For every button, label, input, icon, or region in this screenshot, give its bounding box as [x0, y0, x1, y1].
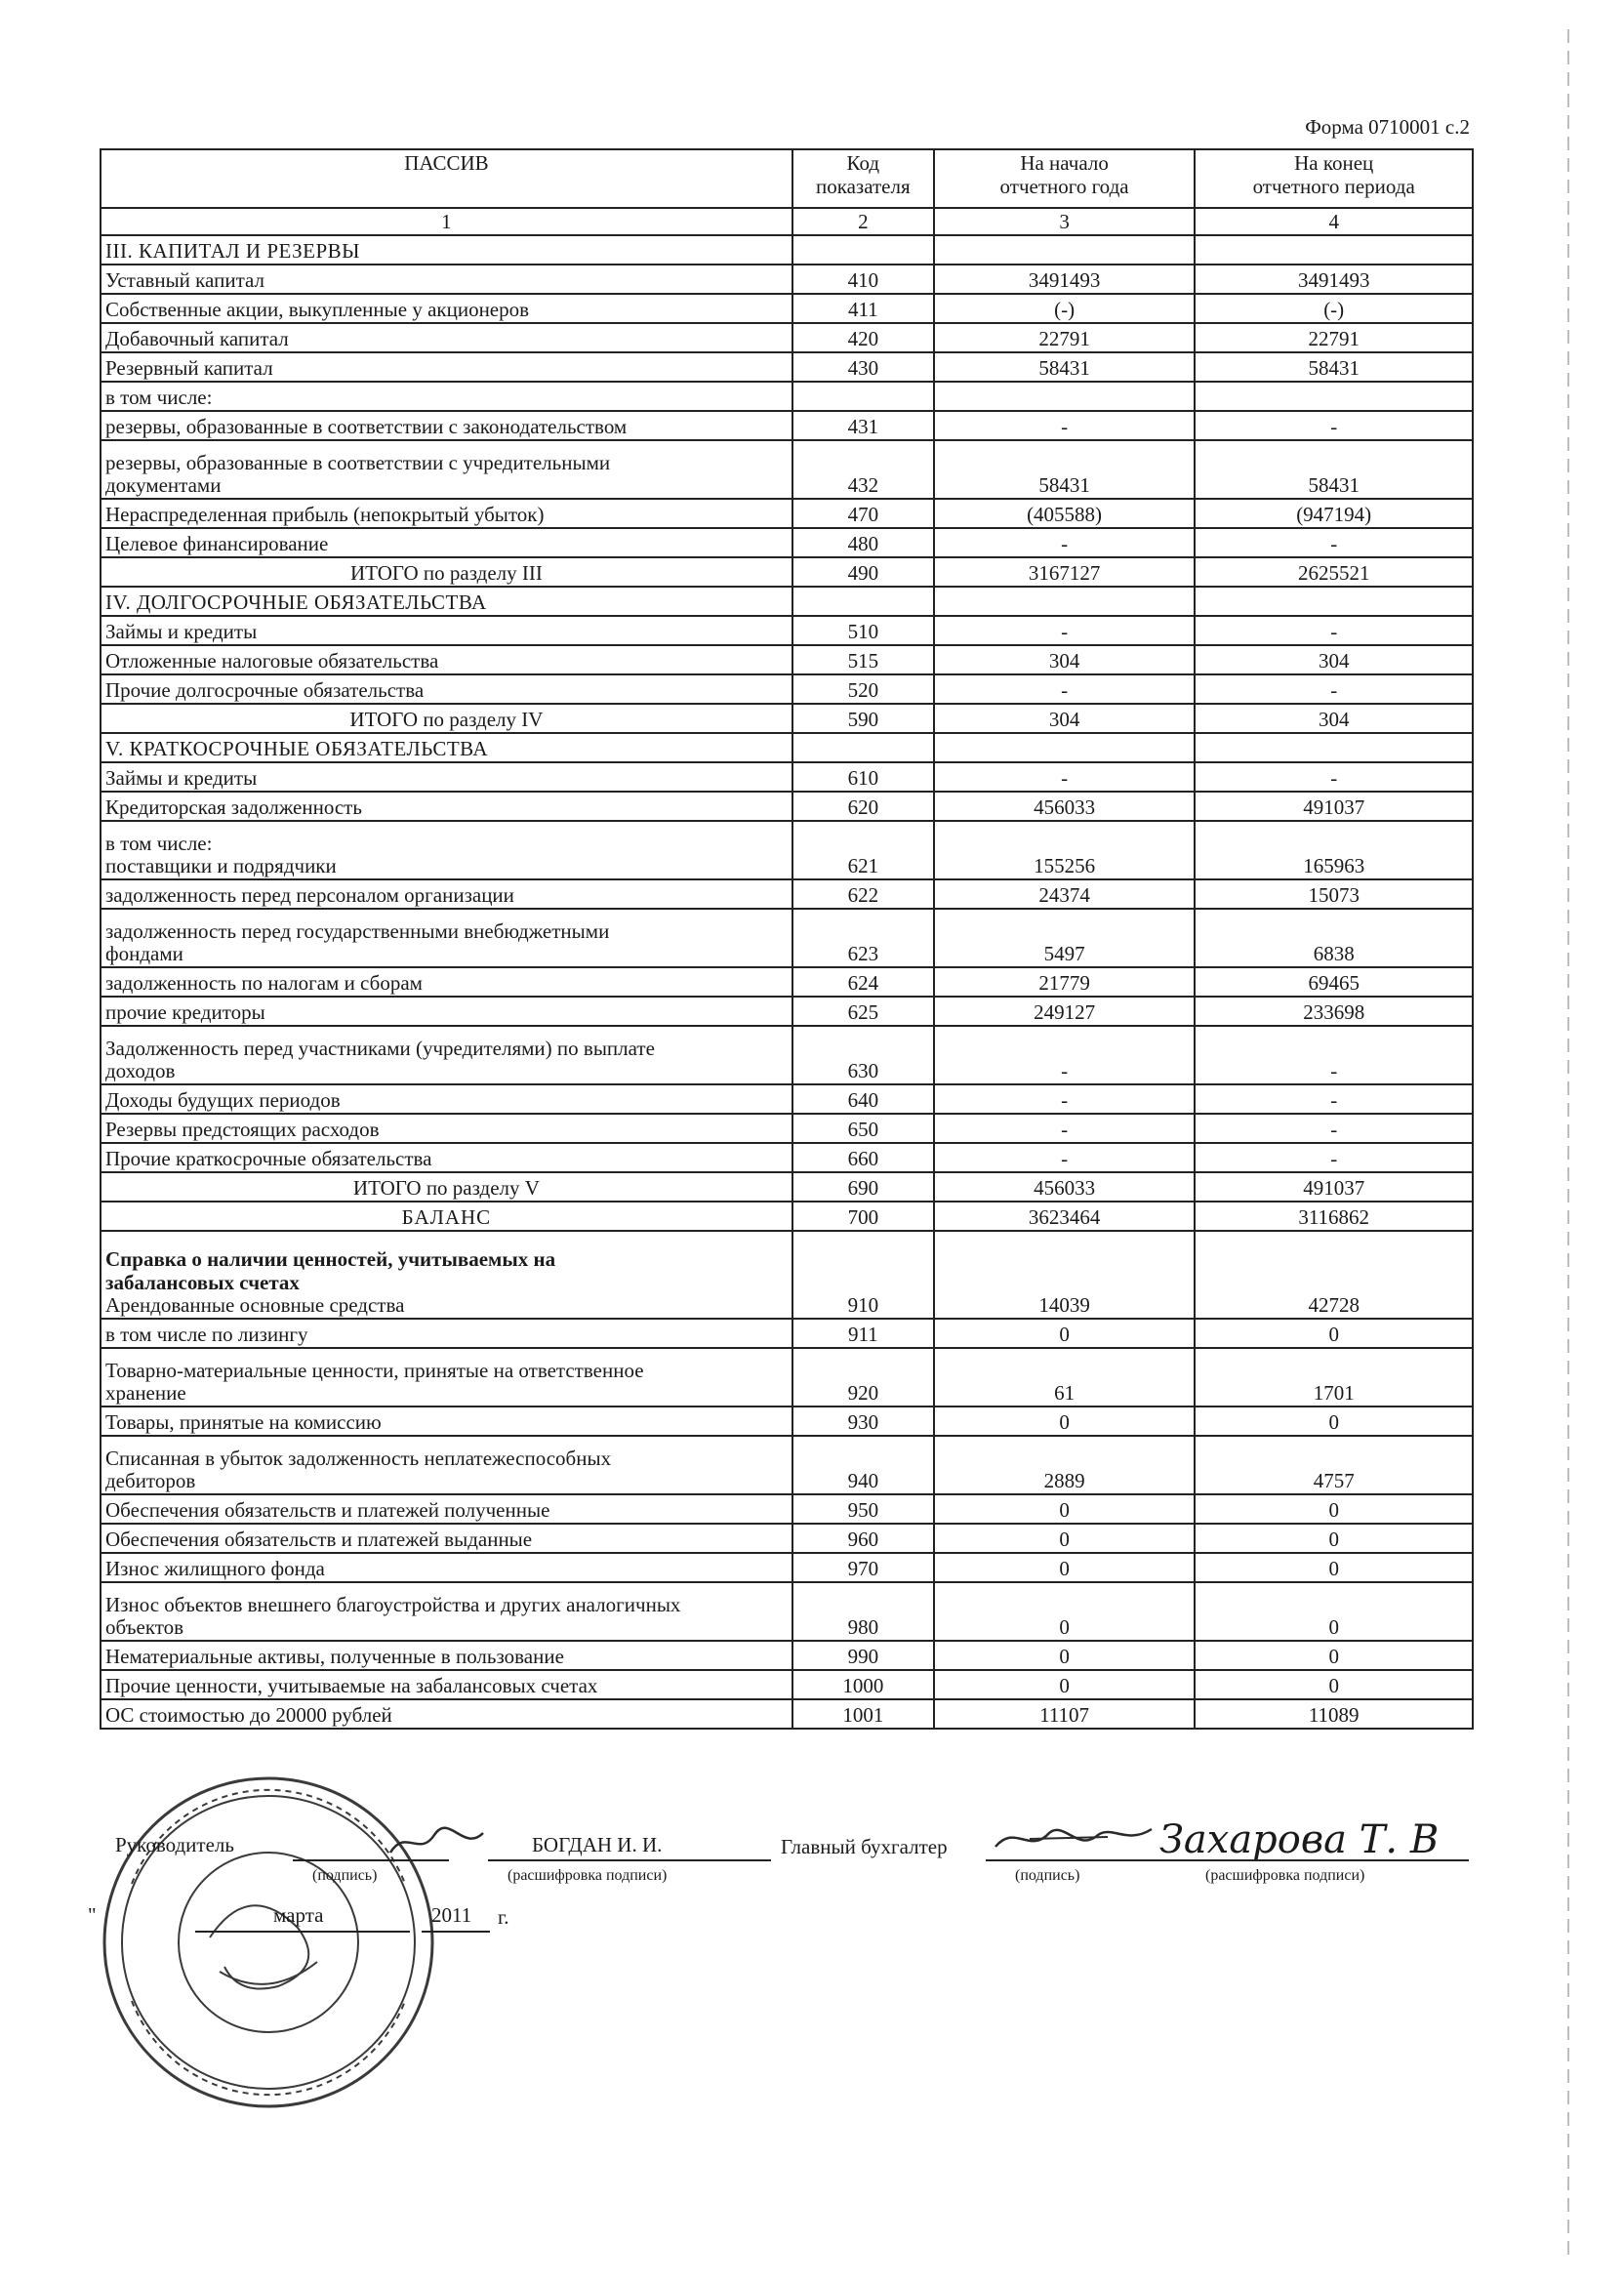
row-value-end: 3491493 [1195, 265, 1473, 294]
row-value-end: 11089 [1195, 1699, 1473, 1729]
chief-handwritten-signature [991, 1815, 1157, 1859]
balance-sheet-liabilities-table [100, 148, 1474, 1730]
row-name-item: Арендованные основные средства [105, 1293, 405, 1318]
row-code [792, 382, 934, 411]
row-value-start: 249127 [934, 997, 1196, 1026]
table-row [101, 1348, 1473, 1406]
table-row [101, 1319, 1473, 1348]
col-header-name: ПАССИВ [101, 149, 792, 208]
row-name: задолженность перед персоналом организации [105, 883, 514, 908]
row-value-end [1195, 382, 1473, 411]
row-value-start: - [934, 1084, 1196, 1114]
table-row [101, 499, 1473, 528]
row-code: 620 [792, 792, 934, 821]
row-name-cell [101, 1699, 792, 1729]
row-name-cell [101, 1641, 792, 1670]
row-name: резервы, образованные в соответствии с законодательством [105, 415, 628, 439]
row-code: 621 [792, 821, 934, 879]
table-row [101, 323, 1473, 352]
date-quote: " [88, 1903, 97, 1927]
row-code: 930 [792, 1406, 934, 1436]
table-row [101, 294, 1473, 323]
row-name-cell [101, 997, 792, 1026]
row-value-start: 3167127 [934, 557, 1196, 587]
column-number: 2 [792, 208, 934, 235]
row-value-end: - [1195, 616, 1473, 645]
row-code: 625 [792, 997, 934, 1026]
row-value-start: 0 [934, 1641, 1196, 1670]
row-value-end: 6838 [1195, 909, 1473, 967]
row-name-cell [101, 674, 792, 704]
section-title: V. КРАТКОСРОЧНЫЕ ОБЯЗАТЕЛЬСТВА [101, 733, 792, 762]
row-value-end: 4757 [1195, 1436, 1473, 1494]
row-name: Займы и кредиты [105, 766, 258, 791]
table-row [101, 1026, 1473, 1084]
row-value-end: - [1195, 1143, 1473, 1172]
row-name: Кредиторская задолженность [105, 795, 362, 820]
company-seal [93, 1767, 444, 2118]
table-row [101, 645, 1473, 674]
row-code: 432 [792, 440, 934, 499]
row-name-cell [101, 1026, 792, 1084]
row-code: 990 [792, 1641, 934, 1670]
col-header-start-line1: На начало [1020, 151, 1109, 175]
table-row [101, 1524, 1473, 1553]
row-code: 650 [792, 1114, 934, 1143]
row-name: Доходы будущих периодов [105, 1088, 341, 1113]
head-name: БОГДАН И. И. [532, 1833, 663, 1856]
head-name-line [488, 1859, 771, 1861]
row-value-start: - [934, 1143, 1196, 1172]
row-code: 470 [792, 499, 934, 528]
row-name-cell [101, 821, 792, 879]
row-name-cell [101, 1406, 792, 1436]
row-name: Уставный капитал [105, 268, 264, 293]
row-name: в том числе: [105, 386, 213, 410]
row-name: Задолженность перед участниками (учредителями) по выплате [105, 1036, 655, 1060]
row-name: ИТОГО по разделу III [350, 561, 543, 586]
header-row [101, 149, 1473, 208]
chief-name-line [1161, 1859, 1469, 1861]
head-name-caption: (расшифровка подписи) [508, 1867, 668, 1884]
col-header-code [792, 149, 934, 208]
row-code: 980 [792, 1582, 934, 1641]
row-name: Нераспределенная прибыль (непокрытый убыток) [105, 503, 545, 527]
row-name: Списанная в убыток задолженность неплатежеспособных [105, 1446, 612, 1470]
row-value-end: 0 [1195, 1524, 1473, 1553]
row-name: Товары, принятые на комиссию [105, 1410, 382, 1435]
row-value-start: 24374 [934, 879, 1196, 909]
row-value-end: 0 [1195, 1406, 1473, 1436]
row-code: 411 [792, 294, 934, 323]
row-value-start: 0 [934, 1582, 1196, 1641]
table-row [101, 557, 1473, 587]
table-row [101, 1494, 1473, 1524]
row-value-end: 22791 [1195, 323, 1473, 352]
table-row [101, 1231, 1473, 1319]
row-value-start: - [934, 616, 1196, 645]
head-handwritten-signature [386, 1823, 493, 1862]
table-row [101, 1084, 1473, 1114]
row-name-cell [101, 1553, 792, 1582]
row-code: 410 [792, 265, 934, 294]
section-header-row [101, 587, 1473, 616]
row-code: 910 [792, 1231, 934, 1319]
row-value-end: (947194) [1195, 499, 1473, 528]
row-value-end: 42728 [1195, 1231, 1473, 1319]
table-row [101, 1553, 1473, 1582]
date-suffix: г. [498, 1905, 509, 1929]
row-name: Обеспечения обязательств и платежей полученные [105, 1498, 550, 1523]
table-row [101, 1172, 1473, 1202]
row-name: Износ жилищного фонда [105, 1557, 325, 1581]
row-value-end: 2625521 [1195, 557, 1473, 587]
head-signature-caption: (подпись) [312, 1867, 378, 1884]
section-title: IV. ДОЛГОСРОЧНЫЕ ОБЯЗАТЕЛЬСТВА [101, 587, 792, 616]
table-row [101, 440, 1473, 499]
row-value-start: 58431 [934, 440, 1196, 499]
table-row [101, 1114, 1473, 1143]
chief-signature-line [986, 1859, 1161, 1861]
row-name: Прочие долгосрочные обязательства [105, 678, 425, 703]
row-name: в том числе: [105, 831, 213, 855]
row-value-end: 3116862 [1195, 1202, 1473, 1231]
row-name: Обеспечения обязательств и платежей выданные [105, 1528, 533, 1552]
row-name-cell [101, 1670, 792, 1699]
row-value-start: - [934, 1114, 1196, 1143]
row-value-start: 0 [934, 1524, 1196, 1553]
row-value-start: 304 [934, 645, 1196, 674]
row-code: 911 [792, 1319, 934, 1348]
row-value-start: 155256 [934, 821, 1196, 879]
row-value-end: 0 [1195, 1494, 1473, 1524]
col-header-end-line2: отчетного периода [1252, 174, 1415, 198]
row-code: 630 [792, 1026, 934, 1084]
table-row [101, 352, 1473, 382]
row-value-end: - [1195, 762, 1473, 792]
row-name: прочие кредиторы [105, 1000, 265, 1025]
row-name: ИТОГО по разделу IV [349, 708, 544, 732]
row-value-start: 456033 [934, 1172, 1196, 1202]
row-value-start: 2889 [934, 1436, 1196, 1494]
row-value-start: 58431 [934, 352, 1196, 382]
row-name-continued: забалансовых счетах [105, 1270, 300, 1294]
row-name: Резервы предстоящих расходов [105, 1118, 380, 1142]
row-name: Отложенные налоговые обязательства [105, 649, 439, 673]
row-value-end: 0 [1195, 1582, 1473, 1641]
row-name: Собственные акции, выкупленные у акционеров [105, 298, 530, 322]
row-code: 660 [792, 1143, 934, 1172]
chief-name-caption: (расшифровка подписи) [1205, 1867, 1365, 1884]
row-name: БАЛАНС [401, 1205, 492, 1230]
table-row [101, 616, 1473, 645]
table-row [101, 674, 1473, 704]
row-name-continued: поставщики и подрядчики [105, 854, 337, 878]
row-code: 490 [792, 557, 934, 587]
table-row [101, 909, 1473, 967]
row-name-cell [101, 1202, 792, 1231]
row-value-start: 304 [934, 704, 1196, 733]
row-name-cell [101, 557, 792, 587]
row-value-end: 304 [1195, 645, 1473, 674]
row-name-cell [101, 265, 792, 294]
section-header-row [101, 235, 1473, 265]
row-value-end: 0 [1195, 1553, 1473, 1582]
row-name-continued: хранение [105, 1381, 186, 1406]
row-name-continued: фондами [105, 942, 183, 966]
table-row [101, 265, 1473, 294]
row-name-cell [101, 1494, 792, 1524]
row-value-start: 0 [934, 1553, 1196, 1582]
chief-name: Захарова Т. В [1159, 1817, 1440, 1862]
row-name: Нематериальные активы, полученные в пользование [105, 1645, 564, 1669]
form-code: Форма 0710001 с.2 [1305, 115, 1470, 139]
row-name-cell [101, 294, 792, 323]
row-name-continued: доходов [105, 1059, 176, 1083]
col-header-code-line2: показателя [815, 174, 911, 198]
row-code: 700 [792, 1202, 934, 1231]
column-number: 4 [1195, 208, 1473, 235]
row-value-start: (405588) [934, 499, 1196, 528]
row-name-cell [101, 382, 792, 411]
row-value-end: 165963 [1195, 821, 1473, 879]
table-row [101, 1202, 1473, 1231]
row-name: задолженность по налогам и сборам [105, 971, 423, 996]
row-value-end: 1701 [1195, 1348, 1473, 1406]
row-code: 622 [792, 879, 934, 909]
row-name-cell [101, 1231, 792, 1319]
row-name-cell [101, 616, 792, 645]
column-number: 1 [101, 208, 792, 235]
date-month: марта [273, 1903, 324, 1927]
chief-signature-caption: (подпись) [1015, 1867, 1080, 1884]
row-value-end: - [1195, 1026, 1473, 1084]
row-name-cell [101, 1436, 792, 1494]
row-code: 520 [792, 674, 934, 704]
head-label: Руководитель [115, 1833, 234, 1856]
row-name-cell [101, 1143, 792, 1172]
row-value-end: - [1195, 411, 1473, 440]
column-number-row [101, 208, 1473, 235]
row-name: Прочие краткосрочные обязательства [105, 1147, 432, 1171]
row-name-cell [101, 879, 792, 909]
row-value-end: 0 [1195, 1670, 1473, 1699]
row-name-continued: объектов [105, 1615, 184, 1640]
row-code: 480 [792, 528, 934, 557]
row-name: Займы и кредиты [105, 620, 258, 644]
row-name-cell [101, 967, 792, 997]
row-code: 610 [792, 762, 934, 792]
row-name-cell [101, 1319, 792, 1348]
row-name: Износ объектов внешнего благоустройства и других аналогичных [105, 1592, 681, 1616]
table-row [101, 821, 1473, 879]
table-row [101, 967, 1473, 997]
row-code: 590 [792, 704, 934, 733]
row-name-cell [101, 704, 792, 733]
row-value-start: - [934, 1026, 1196, 1084]
table-row [101, 997, 1473, 1026]
row-name-cell [101, 528, 792, 557]
row-name: Справка о наличии ценностей, учитываемых на [105, 1247, 556, 1272]
row-value-end: - [1195, 1084, 1473, 1114]
col-header-code-line1: Код [846, 151, 880, 175]
row-code: 420 [792, 323, 934, 352]
row-code: 970 [792, 1553, 934, 1582]
row-code: 430 [792, 352, 934, 382]
row-code: 624 [792, 967, 934, 997]
row-value-start: - [934, 411, 1196, 440]
row-name-cell [101, 762, 792, 792]
row-name-continued: дебиторов [105, 1469, 196, 1493]
table-row [101, 1699, 1473, 1729]
row-name: ОС стоимостью до 20000 рублей [105, 1703, 392, 1728]
row-value-start: 21779 [934, 967, 1196, 997]
row-name-cell [101, 645, 792, 674]
row-value-start: 61 [934, 1348, 1196, 1406]
row-code: 623 [792, 909, 934, 967]
date-year: 2011 [431, 1903, 472, 1927]
row-code: 431 [792, 411, 934, 440]
table-row [101, 411, 1473, 440]
row-name-cell [101, 1348, 792, 1406]
chief-accountant-label: Главный бухгалтер [781, 1835, 948, 1858]
row-name: Целевое финансирование [105, 532, 329, 556]
row-value-end: 491037 [1195, 1172, 1473, 1202]
table-row [101, 792, 1473, 821]
row-name-cell [101, 499, 792, 528]
row-value-start [934, 382, 1196, 411]
row-value-start: 0 [934, 1319, 1196, 1348]
row-value-start: - [934, 762, 1196, 792]
section-header-row [101, 733, 1473, 762]
row-value-end: 15073 [1195, 879, 1473, 909]
table-row [101, 762, 1473, 792]
table-row [101, 704, 1473, 733]
row-value-start: 456033 [934, 792, 1196, 821]
col-header-end-line1: На конец [1294, 151, 1374, 175]
row-code: 1001 [792, 1699, 934, 1729]
table-row [101, 1143, 1473, 1172]
table-row [101, 1436, 1473, 1494]
row-name-continued: документами [105, 473, 222, 498]
row-name-cell [101, 1084, 792, 1114]
table-row [101, 1406, 1473, 1436]
row-code: 940 [792, 1436, 934, 1494]
table-row [101, 1582, 1473, 1641]
row-value-start: (-) [934, 294, 1196, 323]
section-title: III. КАПИТАЛ И РЕЗЕРВЫ [101, 235, 792, 265]
scan-edge [1567, 29, 1569, 2255]
row-value-start: - [934, 674, 1196, 704]
row-name: в том числе по лизингу [105, 1323, 308, 1347]
table-row [101, 1641, 1473, 1670]
row-name-cell [101, 1172, 792, 1202]
row-value-start: 0 [934, 1406, 1196, 1436]
row-name: резервы, образованные в соответствии с учредительными [105, 450, 611, 474]
row-value-end: (-) [1195, 294, 1473, 323]
row-code: 690 [792, 1172, 934, 1202]
row-name-cell [101, 1524, 792, 1553]
row-name: Товарно-материальные ценности, принятые на ответственное [105, 1358, 644, 1382]
row-name: Прочие ценности, учитываемые на забалансовых счетах [105, 1674, 598, 1698]
col-header-start-line2: отчетного года [999, 174, 1129, 198]
row-name-cell [101, 909, 792, 967]
date-year-line [422, 1931, 490, 1933]
row-value-end: - [1195, 674, 1473, 704]
column-number: 3 [934, 208, 1196, 235]
row-value-start: 5497 [934, 909, 1196, 967]
row-code: 515 [792, 645, 934, 674]
row-value-end: 69465 [1195, 967, 1473, 997]
row-value-start: 0 [934, 1494, 1196, 1524]
row-value-start: 3491493 [934, 265, 1196, 294]
row-value-end: 0 [1195, 1319, 1473, 1348]
row-value-start: - [934, 528, 1196, 557]
row-value-start: 11107 [934, 1699, 1196, 1729]
row-code: 960 [792, 1524, 934, 1553]
row-value-start: 14039 [934, 1231, 1196, 1319]
table-row [101, 528, 1473, 557]
row-value-end: 233698 [1195, 997, 1473, 1026]
row-name: задолженность перед государственными внебюджетными [105, 918, 610, 943]
row-name: ИТОГО по разделу V [352, 1176, 540, 1201]
row-code: 510 [792, 616, 934, 645]
row-name-cell [101, 323, 792, 352]
row-name-cell [101, 792, 792, 821]
row-value-start: 22791 [934, 323, 1196, 352]
row-name-cell [101, 1582, 792, 1641]
row-code: 640 [792, 1084, 934, 1114]
col-header-start [934, 149, 1196, 208]
row-value-start: 0 [934, 1670, 1196, 1699]
date-month-line [195, 1931, 410, 1933]
row-value-end: 0 [1195, 1641, 1473, 1670]
row-value-end: 58431 [1195, 352, 1473, 382]
row-name-cell [101, 411, 792, 440]
table-row [101, 382, 1473, 411]
row-code: 950 [792, 1494, 934, 1524]
row-value-end: 58431 [1195, 440, 1473, 499]
col-header-end [1195, 149, 1473, 208]
row-code: 920 [792, 1348, 934, 1406]
row-name-cell [101, 352, 792, 382]
row-name-cell [101, 1114, 792, 1143]
row-value-end: - [1195, 1114, 1473, 1143]
row-code: 1000 [792, 1670, 934, 1699]
table-row [101, 879, 1473, 909]
row-value-start: 3623464 [934, 1202, 1196, 1231]
row-name-cell [101, 440, 792, 499]
row-name: Резервный капитал [105, 356, 273, 381]
row-value-end: 491037 [1195, 792, 1473, 821]
row-value-end: - [1195, 528, 1473, 557]
row-value-end: 304 [1195, 704, 1473, 733]
table-row [101, 1670, 1473, 1699]
row-name: Добавочный капитал [105, 327, 289, 351]
